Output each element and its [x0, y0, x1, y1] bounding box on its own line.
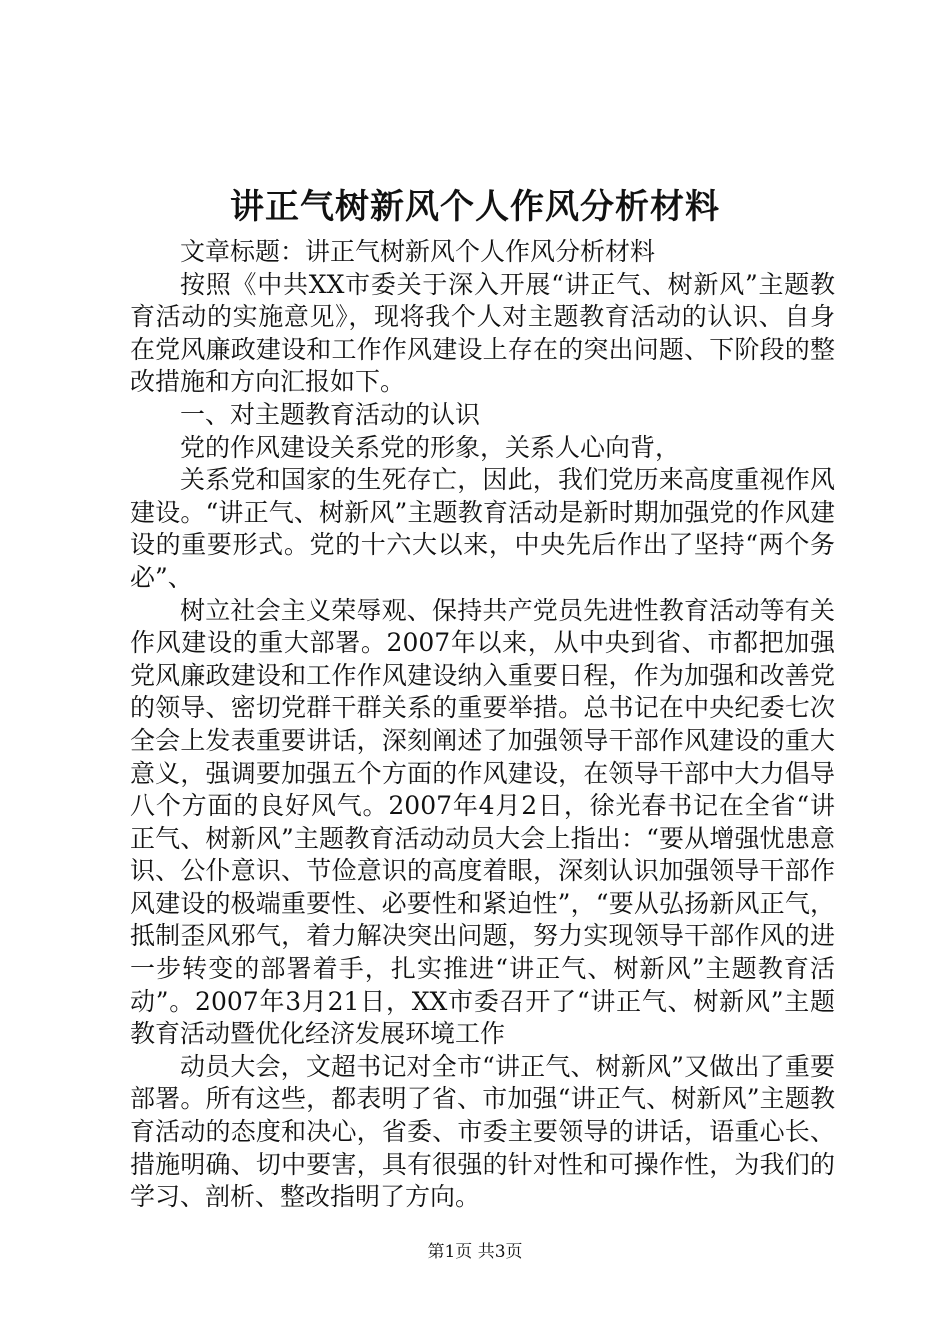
paragraph-intro: 按照《中共XX市委关于深入开展“讲正气、树新风”主题教育活动的实施意见》，现将我个人对主题教育活动的认识、自身在党风廉政建设和工作作风建设上存在的突出问题、下阶段的整改措施和方向汇报如下。	[130, 269, 835, 397]
document-title: 讲正气树新风个人作风分析材料	[230, 187, 720, 227]
paragraph-article-title: 文章标题：讲正气树新风个人作风分析材料	[180, 237, 656, 266]
paragraph-4: 动员大会，文超书记对全市“讲正气、树新风”又做出了重要部署。所有这些，都表明了省、市加强“讲正气、树新风”主题教育活动的态度和决心，省委、市委主要领导的讲话，语重心长、措施明确、切中要害，具有很强的针对性和可操作性，为我们的学习、剖析、整改指明了方向。	[130, 1051, 835, 1212]
paragraph-2: 关系党和国家的生死存亡，因此，我们党历来高度重视作风建设。“讲正气、树新风”主题教育活动是新时期加强党的作风建设的重要形式。党的十六大以来，中央先后作出了坚持“两个务必”、	[130, 465, 835, 592]
page-number-footer: 第1页 共3页	[427, 1242, 523, 1262]
section-heading-1: 一、对主题教育活动的认识	[180, 399, 481, 429]
paragraph-3: 树立社会主义荣辱观、保持共产党员先进性教育活动等有关作风建设的重大部署。2007年以来，从中央到省、市都把加强党风廉政建设和工作作风建设纳入重要日程，作为加强和改善党的领导、密切党群干群关系的重要举措。总书记在中央纪委七次全会上发表重要讲话，深刻阐述了加强领导干部作风建设的重大意义，强调要加强五个方面的作风建设，在领导干部中大力倡导八个方面的良好风气。2007年4月2日，徐光春书记在全省“讲正气、树新风”主题教育活动动员大会上指出：“要从增强忧患意识、公仆意识、节俭意识的高度着眼，深刻认识加强领导干部作风建设的极端重要性、必要性和紧迫性”，“要从弘扬新风正气，抵制歪风邪气，着力解决突出问题，努力实现领导干部作风的进一步转变的部署着手，扎实推进“讲正气、树新风”主题教育活动”。2007年3月21日，XX市委召开了“讲正气、树新风”主题教育活动暨优化经济发展环境工作	[130, 595, 835, 1049]
paragraph-1: 党的作风建设关系党的形象，关系人心向背，	[180, 432, 681, 462]
document-body	[130, 236, 835, 1214]
